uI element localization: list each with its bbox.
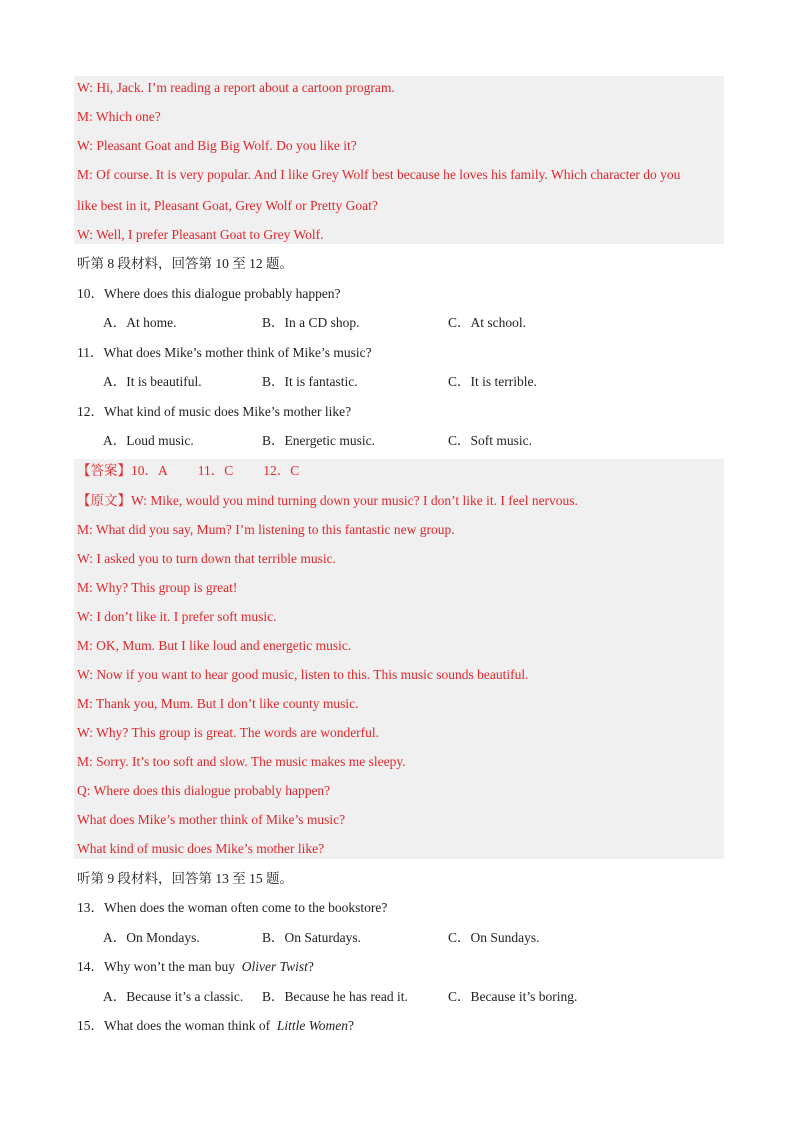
option-a: A．It is beautiful. [103,374,202,389]
book-title: Oliver Twist [241,959,308,974]
question-text: What does Mike’s mother think of Mike’s music? [103,345,372,360]
book-title: Little Women [276,1018,348,1033]
option-b: B．It is fantastic. [262,374,358,389]
transcript-line: M: OK, Mum. But I like loud and energetic music. [77,638,352,653]
question-number: 11． [77,345,104,360]
question-punct: ? [347,1018,354,1033]
question-12 [77,403,351,421]
question-13 [77,899,387,917]
transcript-block-1 [74,76,724,244]
option-b: B．On Saturdays. [262,930,361,945]
option-b: B．Because he has read it. [262,989,408,1004]
question-text: What kind of music does Mike’s mother like? [104,404,352,419]
transcript-label: 【原文】 [77,493,131,508]
option-a: A．Loud music. [103,433,194,448]
option-c: C．It is terrible. [448,374,537,389]
transcript-line [77,492,578,510]
question-11 [77,344,372,362]
transcript-line: W: I asked you to turn down that terrible music. [77,551,336,566]
transcript-line: M: Thank you, Mum. But I don’t like county music. [77,696,359,711]
question-14 [77,958,314,976]
option-c: C．On Sundays. [448,930,540,945]
transcript-line: W: I don’t like it. I prefer soft music. [77,609,277,624]
question-10 [77,285,341,303]
transcript-line: W: Now if you want to hear good music, listen to this. This music sounds beautiful. [77,667,529,682]
option-a: A．At home. [103,315,177,330]
transcript-line: W: Hi, Jack. I’m reading a report about a cartoon program. [77,80,395,95]
section-heading: 听第 8 段材料，回答第 10 至 12 题。 [77,256,293,271]
transcript-line: Q: Where does this dialogue probably happen? [77,783,331,798]
transcript-line: M: Sorry. It’s too soft and slow. The music makes me sleepy. [77,754,406,769]
option-c: C．Because it’s boring. [448,989,578,1004]
answer-label: 【答案】 [77,463,131,478]
answer-12: 12．C [263,463,300,478]
transcript-text: W: Mike, would you mind turning down your music? I don’t like it. I feel nervous. [131,493,578,508]
question-number: 15． [77,1018,104,1033]
transcript-line: What kind of music does Mike’s mother like? [77,841,325,856]
question-number: 14． [77,959,104,974]
transcript-line: M: Which one? [77,109,161,124]
answer-11: 11．C [197,463,234,478]
question-text: When does the woman often come to the bookstore? [104,900,388,915]
question-text: Why won’t the man buy [104,959,235,974]
question-text: Where does this dialogue probably happen? [104,286,341,301]
option-b: B．In a CD shop. [262,315,360,330]
question-number: 10． [77,286,104,301]
section-heading: 听第 9 段材料，回答第 13 至 15 题。 [77,871,293,886]
option-a: A．On Mondays. [103,930,200,945]
transcript-line: What does Mike’s mother think of Mike’s music? [77,812,346,827]
option-b: B．Energetic music. [262,433,375,448]
question-text: What does the woman think of [104,1018,271,1033]
option-a: A．Because it’s a classic. [103,989,244,1004]
answer-line [77,462,299,480]
transcript-line: M: Why? This group is great! [77,580,238,595]
question-punct: ? [307,959,314,974]
option-c: C．At school. [448,315,527,330]
question-number: 13． [77,900,104,915]
transcript-line: M: What did you say, Mum? I’m listening to this fantastic new group. [77,522,455,537]
transcript-line: W: Pleasant Goat and Big Big Wolf. Do you like it? [77,138,357,153]
transcript-line: W: Why? This group is great. The words are wonderful. [77,725,380,740]
question-number: 12． [77,404,104,419]
transcript-line: like best in it, Pleasant Goat, Grey Wolf or Pretty Goat? [77,198,378,213]
question-15 [77,1017,354,1035]
answer-10: 10．A [131,463,168,478]
transcript-line: W: Well, I prefer Pleasant Goat to Grey Wolf. [77,227,324,242]
transcript-line: M: Of course. It is very popular. And I like Grey Wolf best because he loves his family. Which character do you [77,167,681,182]
option-c: C．Soft music. [448,433,533,448]
